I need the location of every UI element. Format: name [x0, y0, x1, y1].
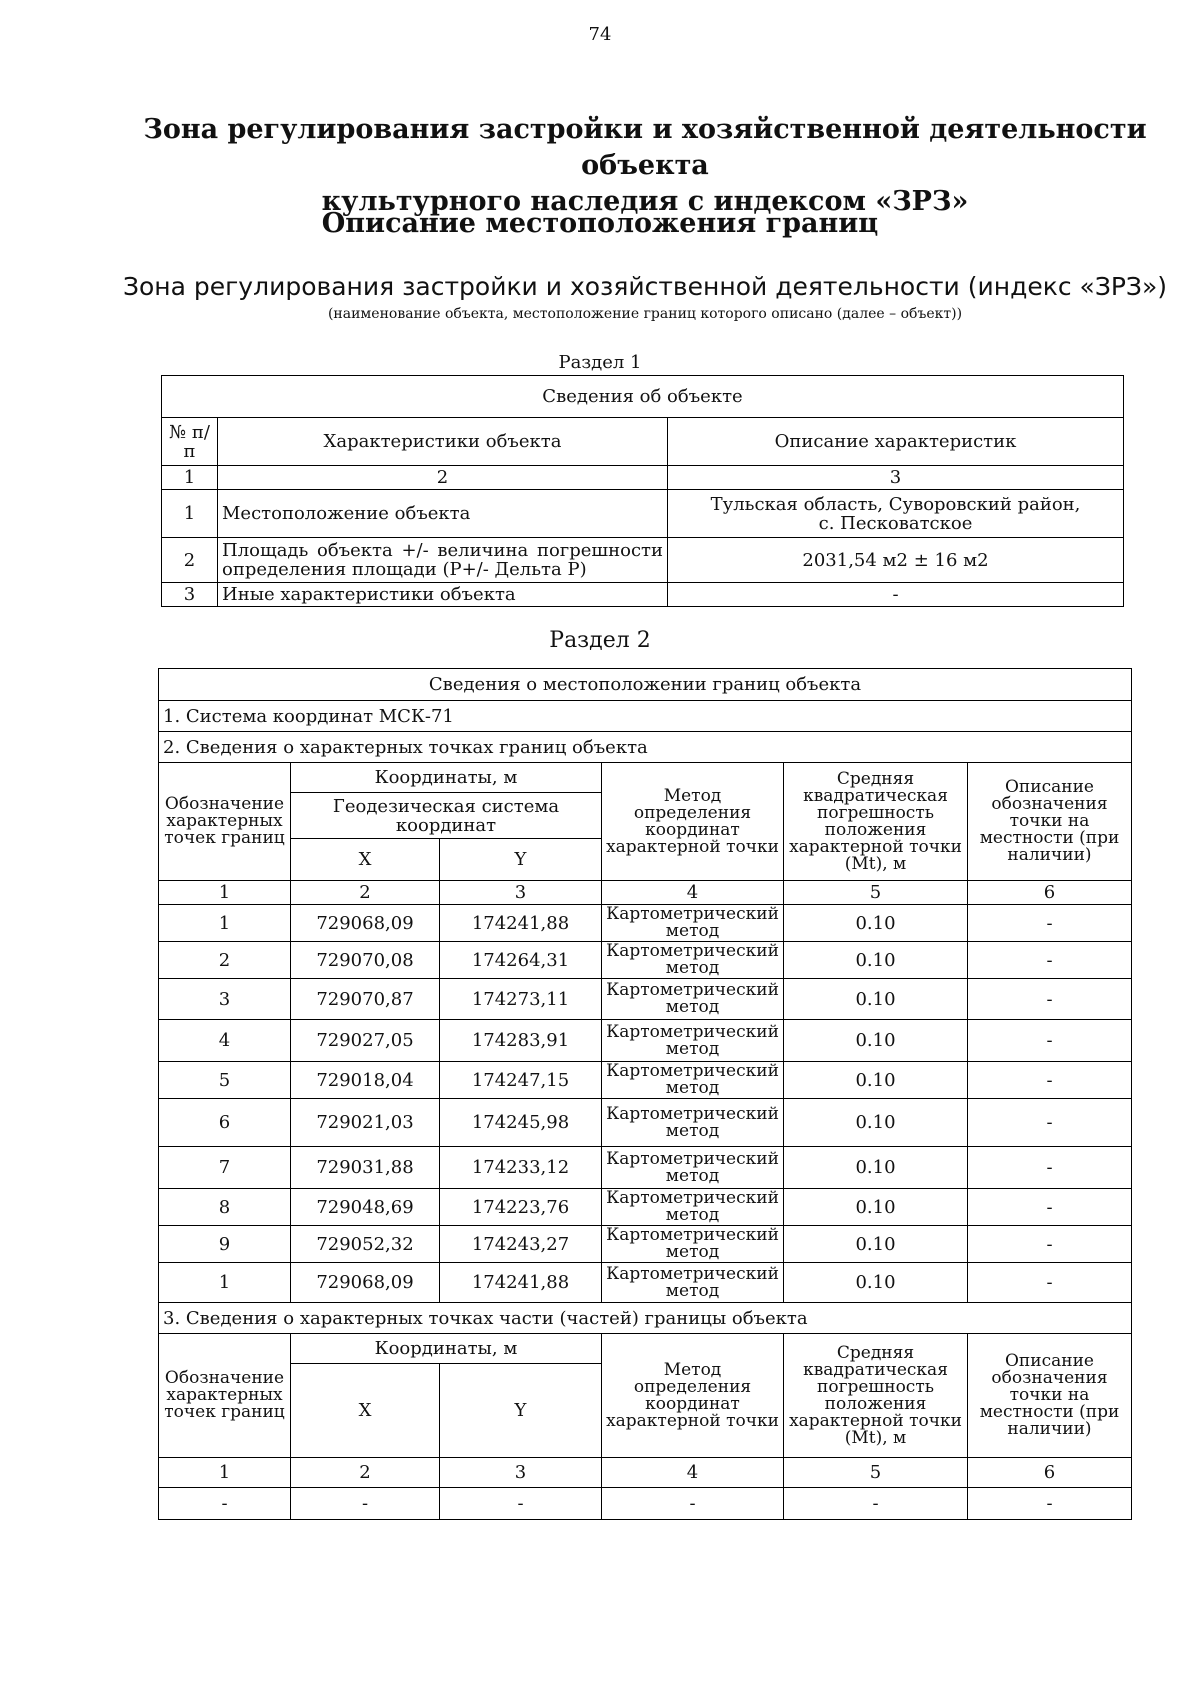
point-description: - [968, 1226, 1132, 1263]
parts-cell: - [968, 1488, 1132, 1520]
method-line: метод [665, 1205, 720, 1225]
parts-cell: - [291, 1488, 440, 1520]
method-line: Картометрический [606, 1148, 779, 1169]
points-section-title: 2. Сведения о характерных точках границ объекта [159, 732, 1132, 763]
header-num: № п/п [162, 418, 218, 466]
point-id: 1 [159, 905, 291, 942]
page-number: 74 [588, 24, 612, 45]
point-y: 174241,88 [440, 905, 602, 942]
point-y: 174223,76 [440, 1189, 602, 1226]
table-row [159, 979, 1132, 1020]
table-row [159, 1020, 1132, 1062]
object-info-table [161, 375, 1124, 607]
method-line: Картометрический [606, 1225, 779, 1245]
row-num: 3 [162, 583, 218, 607]
col-number: 3 [440, 1458, 602, 1488]
row-description: - [668, 583, 1124, 607]
parts-cell: - [784, 1488, 968, 1520]
section1-title: Раздел 1 [558, 352, 642, 373]
point-y: 174241,88 [440, 1263, 602, 1303]
parts-cell: - [159, 1488, 291, 1520]
header-coordinates: Координаты, м [291, 763, 602, 793]
point-method [602, 1020, 784, 1062]
parts-cell: - [602, 1488, 784, 1520]
point-mt: 0.10 [784, 1099, 968, 1147]
method-line: Картометрический [606, 980, 779, 1000]
point-x: 729052,32 [291, 1226, 440, 1263]
method-line: метод [665, 1038, 720, 1059]
header-description: Описание обозначения точки на местности (при наличии) [968, 1334, 1132, 1458]
parts-section-title: 3. Сведения о характерных точках части (частей) границы объекта [159, 1303, 1132, 1334]
point-y: 174245,98 [440, 1099, 602, 1147]
row-characteristic: Иные характеристики объекта [218, 583, 668, 607]
method-line: Картометрический [606, 1263, 779, 1284]
point-id: 1 [159, 1263, 291, 1303]
method-line: Картометрический [606, 1061, 779, 1081]
table-row [159, 1189, 1132, 1226]
table-row [159, 1226, 1132, 1263]
point-description: - [968, 1099, 1132, 1147]
point-id: 6 [159, 1099, 291, 1147]
point-y: 174247,15 [440, 1062, 602, 1099]
method-line: метод [665, 1165, 720, 1186]
point-id: 3 [159, 979, 291, 1020]
point-method [602, 1099, 784, 1147]
header-x: X [291, 1364, 440, 1458]
header-designation: Обозначение характерных точек границ [159, 763, 291, 881]
point-x: 729031,88 [291, 1147, 440, 1189]
point-y: 174243,27 [440, 1226, 602, 1263]
characteristic-line: Площадь объекта +/- величина погрешности [222, 540, 663, 561]
object-name: Зона регулирования застройки и хозяйственной деятельности (индекс «ЗРЗ») [122, 272, 1168, 301]
col-number: 2 [291, 881, 440, 905]
row-characteristic: Местоположение объекта [218, 490, 668, 538]
point-description: - [968, 905, 1132, 942]
table-row [159, 942, 1132, 979]
header-geo-system: Геодезическая система координат [291, 793, 602, 839]
point-description: - [968, 979, 1132, 1020]
characteristic-line: определения площади (Р+/- Дельта Р) [222, 559, 587, 580]
boundary-points-table [158, 668, 1132, 1520]
table-row [159, 1488, 1132, 1520]
table-row [159, 1263, 1132, 1303]
col-number: 3 [440, 881, 602, 905]
point-y: 174264,31 [440, 942, 602, 979]
point-description: - [968, 942, 1132, 979]
method-line: метод [665, 1242, 720, 1262]
table-row [159, 1147, 1132, 1189]
point-mt: 0.10 [784, 1189, 968, 1226]
point-method [602, 942, 784, 979]
table-row [162, 583, 1124, 607]
point-x: 729027,05 [291, 1020, 440, 1062]
point-mt: 0.10 [784, 905, 968, 942]
points-body [159, 905, 1132, 1303]
point-x: 729048,69 [291, 1189, 440, 1226]
table-row [162, 490, 1124, 538]
point-id: 5 [159, 1062, 291, 1099]
point-id: 9 [159, 1226, 291, 1263]
point-mt: 0.10 [784, 1263, 968, 1303]
point-x: 729068,09 [291, 905, 440, 942]
method-line: метод [665, 921, 720, 941]
table-title: Сведения о местоположении границ объекта [159, 669, 1132, 701]
header-description: Описание характеристик [668, 418, 1124, 466]
header-designation: Обозначение характерных точек границ [159, 1334, 291, 1458]
header-method: Метод определения координат характерной точки [602, 763, 784, 881]
col-number: 5 [784, 881, 968, 905]
col-number: 2 [291, 1458, 440, 1488]
point-mt: 0.10 [784, 1147, 968, 1189]
point-mt: 0.10 [784, 1062, 968, 1099]
point-mt: 0.10 [784, 942, 968, 979]
point-x: 729068,09 [291, 1263, 440, 1303]
method-line: метод [665, 1280, 720, 1301]
description-line: с. Песковатское [818, 512, 973, 534]
method-line: Картометрический [606, 904, 779, 924]
point-description: - [968, 1020, 1132, 1062]
method-line: Картометрический [606, 1021, 779, 1042]
point-method [602, 905, 784, 942]
col-number: 1 [162, 466, 218, 490]
point-method [602, 1263, 784, 1303]
header-coordinates: Координаты, м [291, 1334, 602, 1364]
col-number: 4 [602, 1458, 784, 1488]
row-characteristic [218, 538, 668, 583]
section2-title: Раздел 2 [549, 628, 651, 653]
point-x: 729070,87 [291, 979, 440, 1020]
point-method [602, 1189, 784, 1226]
method-line: Картометрический [606, 1188, 779, 1208]
col-number: 1 [159, 1458, 291, 1488]
col-number: 1 [159, 881, 291, 905]
title-line: Зона регулирования застройки и хозяйственной деятельности объекта [143, 114, 1147, 181]
col-number: 3 [668, 466, 1124, 490]
header-y: Y [440, 839, 602, 881]
col-number: 4 [602, 881, 784, 905]
object-caption: (наименование объекта, местоположение границ которого описано (далее – объект)) [327, 306, 963, 322]
description-line: Тульская область, Суворовский район, [710, 493, 1081, 515]
point-mt: 0.10 [784, 1020, 968, 1062]
table-row [159, 1062, 1132, 1099]
point-y: 174273,11 [440, 979, 602, 1020]
method-line: метод [665, 997, 720, 1017]
header-y: Y [440, 1364, 602, 1458]
table-row [159, 1099, 1132, 1147]
point-description: - [968, 1189, 1132, 1226]
header-description: Описание обозначения точки на местности (при наличии) [968, 763, 1132, 881]
document-title [120, 112, 1170, 220]
point-description: - [968, 1263, 1132, 1303]
point-method [602, 1062, 784, 1099]
row-num: 1 [162, 490, 218, 538]
point-description: - [968, 1062, 1132, 1099]
coordinate-system: 1. Система координат МСК-71 [159, 701, 1132, 732]
point-x: 729021,03 [291, 1099, 440, 1147]
point-method [602, 1226, 784, 1263]
point-id: 4 [159, 1020, 291, 1062]
col-number: 2 [218, 466, 668, 490]
point-y: 174283,91 [440, 1020, 602, 1062]
row-num: 2 [162, 538, 218, 583]
point-mt: 0.10 [784, 1226, 968, 1263]
row-description: 2031,54 м2 ± 16 м2 [668, 538, 1124, 583]
row-description [668, 490, 1124, 538]
document-subtitle: Описание местоположения границ [321, 208, 879, 239]
header-error: Средняя квадратическая погрешность положения характерной точки (Mt), м [784, 763, 968, 881]
point-id: 2 [159, 942, 291, 979]
point-method [602, 1147, 784, 1189]
point-id: 7 [159, 1147, 291, 1189]
header-error: Средняя квадратическая погрешность положения характерной точки (Mt), м [784, 1334, 968, 1458]
point-x: 729070,08 [291, 942, 440, 979]
header-characteristic: Характеристики объекта [218, 418, 668, 466]
col-number: 5 [784, 1458, 968, 1488]
point-mt: 0.10 [784, 979, 968, 1020]
col-number: 6 [968, 881, 1132, 905]
table-row [159, 905, 1132, 942]
title-line: культурного наследия с индексом «ЗРЗ» [321, 186, 969, 217]
col-number: 6 [968, 1458, 1132, 1488]
parts-cell: - [440, 1488, 602, 1520]
point-x: 729018,04 [291, 1062, 440, 1099]
point-y: 174233,12 [440, 1147, 602, 1189]
method-line: Картометрический [606, 1103, 779, 1124]
method-line: метод [665, 1120, 720, 1141]
table-row [162, 538, 1124, 583]
point-description: - [968, 1147, 1132, 1189]
method-line: метод [665, 1078, 720, 1098]
method-line: Картометрический [606, 941, 779, 961]
point-method [602, 979, 784, 1020]
method-line: метод [665, 958, 720, 978]
header-x: X [291, 839, 440, 881]
point-id: 8 [159, 1189, 291, 1226]
header-method: Метод определения координат характерной точки [602, 1334, 784, 1458]
table-title: Сведения об объекте [162, 376, 1124, 418]
